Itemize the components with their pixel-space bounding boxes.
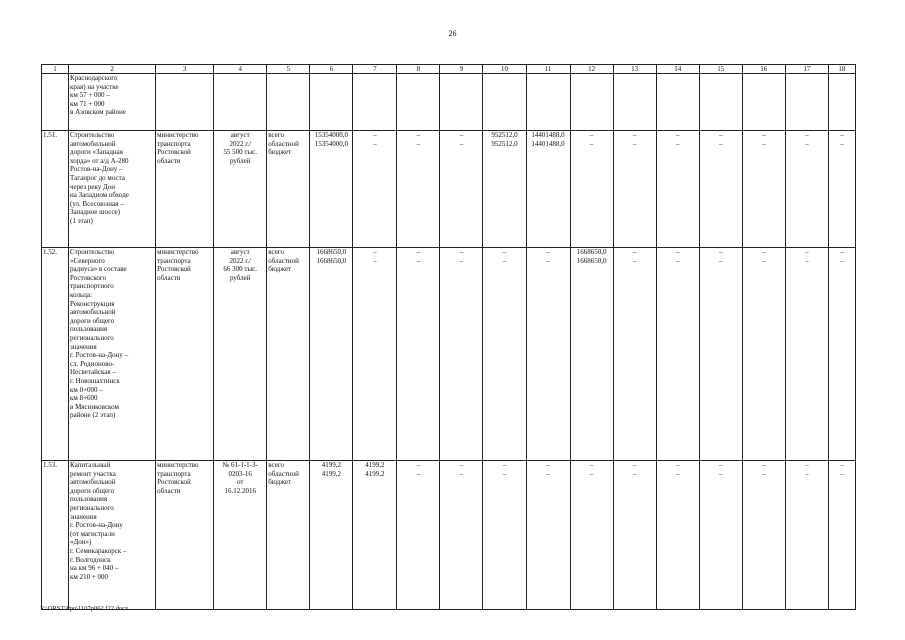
funding-source-cell [267,461,310,610]
column-number-cell: 3 [156,65,214,74]
amount-cell [570,248,613,461]
text-line: 2022 г./ [229,256,251,265]
amount-value: 14401488,0 [531,131,565,139]
amount-value: – [718,461,723,469]
amount-value: – [805,461,809,469]
text-line: областной [268,256,299,265]
amount-value: – [459,461,464,469]
amount-value: – [805,248,809,256]
amount-value: – [546,248,550,256]
text-line: пользования [70,495,108,504]
table-row [42,461,856,610]
table-cell [397,74,440,131]
amount-value: – [632,469,637,478]
text-line: регионального [70,333,114,342]
amount-cell [828,461,855,610]
executor-cell [156,248,214,461]
amount-value: – [502,256,507,265]
amount-value: – [632,256,637,265]
text-line: транспорта [157,469,191,478]
text-line: бюджет [268,148,292,157]
column-number-cell: 8 [397,65,440,74]
text-line: автомобильной [70,139,116,148]
amount-value: – [416,248,421,256]
amount-cell [483,131,526,248]
text-line: пользования [70,325,108,334]
amount-cell [353,248,397,461]
amount-value: – [546,469,550,478]
table-cell [42,74,69,131]
text-line: август [230,131,250,139]
amount-cell [699,131,742,248]
row-number-cell: 1.52. [42,248,69,461]
text-line: области [157,486,181,495]
amount-value: – [675,461,680,469]
text-line: «Северного [70,256,105,265]
amount-value: – [840,248,844,256]
text-line: км 8+600 [70,394,98,403]
executor-cell [156,461,214,610]
text-line: км 0+000 – [70,385,103,394]
amount-value: – [805,131,809,139]
column-number-cell: 16 [742,65,785,74]
row-number-cell: 1.53. [42,461,69,610]
amount-value: – [502,469,507,478]
column-number-cell: 7 [353,65,397,74]
text-line: значения [70,342,97,351]
column-number-cell: 6 [310,65,353,74]
amount-value: – [459,256,464,265]
text-line: сл. Родионово- [70,359,115,368]
amount-value: – [459,131,464,139]
column-number-cell: 11 [526,65,570,74]
text-line: всего [268,248,285,256]
text-line: Ростовской [157,478,191,487]
amount-value: – [632,248,637,256]
amount-value: – [589,461,594,469]
amount-value: – [805,256,809,265]
column-number-cell: 12 [570,65,613,74]
amount-value: – [373,139,377,148]
amount-value: – [373,256,377,265]
amount-value: – [459,248,464,256]
amount-value: – [502,461,507,469]
amount-cell [526,461,570,610]
text-line: г. Семикаракорск – [70,546,127,555]
basis-cell [214,248,267,461]
funding-source-cell [267,248,310,461]
text-line: км 57 + 000 – [70,91,110,100]
executor-cell [156,131,214,248]
amount-cell [742,131,785,248]
text-line: районе (2 этап) [70,411,116,420]
column-number-cell: 18 [828,65,855,74]
amount-value: 15354000,0 [314,139,348,148]
text-line: Ростовской [157,148,191,157]
amount-value: – [675,131,680,139]
amount-cell [397,248,440,461]
table-cell [742,74,785,131]
amount-cell [440,248,483,461]
amount-cell [828,131,855,248]
amount-cell [699,461,742,610]
amount-value: – [762,461,766,469]
amount-value: – [675,248,680,256]
text-line: области [157,273,181,282]
text-line: области [157,156,181,165]
page-number: 26 [448,29,457,38]
amount-cell [570,131,613,248]
column-number-cell: 4 [214,65,267,74]
amount-cell [656,131,699,248]
amount-cell [440,131,483,248]
text-line: министерство [157,461,199,469]
amount-value: – [373,131,377,139]
table-cell [613,74,656,131]
amount-cell [742,248,785,461]
amount-value: – [589,139,594,148]
text-line: км 71 + 000 [70,99,105,108]
amount-cell [353,461,397,610]
text-line: 16.12.2016 [224,486,256,495]
program-table [41,64,856,610]
text-line: министерство [157,131,199,139]
amount-value: – [675,469,680,478]
amount-cell [613,461,656,610]
column-number-cell: 1 [42,65,69,74]
amount-value: – [459,469,464,478]
text-line: областной [268,469,299,478]
amount-value: – [805,469,809,478]
text-line: «Дон») [70,538,92,547]
amount-cell [483,461,526,610]
amount-cell [310,461,353,610]
text-line: Строительство [70,131,115,139]
text-line: министерство [157,248,199,256]
text-line: областной [268,139,299,148]
amount-value: – [762,139,766,148]
text-line: (от магистрали [70,529,115,538]
object-name-cell [69,74,156,131]
table-cell [526,74,570,131]
text-line: Краснодарского [70,74,118,82]
amount-value: – [416,131,421,139]
amount-cell [656,248,699,461]
amount-value: – [718,256,723,265]
table-cell [699,74,742,131]
text-line: в Азовском районе [70,108,127,117]
object-name-cell [69,248,156,461]
object-name-cell [69,131,156,248]
text-line: Ростов-на-Дону – [70,165,123,174]
amount-value: – [840,469,844,478]
text-line: всего [268,461,285,469]
text-line: автомобильной [70,308,116,317]
text-line: бюджет [268,478,292,487]
column-number-cell: 5 [267,65,310,74]
amount-value: – [840,461,844,469]
text-line: г. Ростов-на-Дону – [70,351,129,360]
amount-cell [613,248,656,461]
amount-value: – [589,469,594,478]
amount-cell [483,248,526,461]
text-line: (1 этап) [70,216,93,225]
text-line: Капитальный [70,461,111,469]
table-row [42,131,856,248]
amount-value: – [632,139,637,148]
column-number-cell: 13 [613,65,656,74]
table-cell [483,74,526,131]
amount-value: 4199,2 [321,469,341,478]
text-line: транспорта [157,256,191,265]
amount-cell [310,248,353,461]
amount-value: – [416,139,421,148]
row-number-cell: 1.51. [42,131,69,248]
text-line: хорда» от а/д А-280 [70,156,129,165]
header-row [42,65,856,74]
text-line: км 210 + 000 [70,572,109,581]
text-line: дороги общего [70,316,115,325]
table-cell [353,74,397,131]
amount-cell [613,131,656,248]
basis-cell [214,461,267,610]
amount-cell [785,248,828,461]
text-line: август [230,248,250,256]
amount-cell [785,461,828,610]
text-line: в Мясниковском [70,402,119,411]
text-line: радиуса» в составе [70,265,127,274]
amount-value: – [762,256,766,265]
text-line: Ростовской [157,265,191,274]
amount-value: – [632,461,637,469]
column-number-cell: 2 [69,65,156,74]
amount-value: 14401488,0 [531,139,565,148]
table-cell [310,74,353,131]
amount-value: – [632,131,637,139]
text-line: Западное шоссе) [70,208,120,217]
table-cell [214,74,267,131]
text-line: бюджет [268,265,292,274]
column-number-cell: 10 [483,65,526,74]
text-line: на км 96 + 040 – [70,564,119,573]
amount-cell [353,131,397,248]
amount-cell [828,248,855,461]
amount-value: – [762,469,766,478]
amount-value: – [840,139,844,148]
amount-value: – [805,139,809,148]
amount-value: – [718,469,723,478]
text-line: № 61-1-1-3- [222,461,258,469]
amount-value: – [718,139,723,148]
table-cell [570,74,613,131]
text-line: транспорта [157,139,191,148]
basis-cell [214,131,267,248]
amount-value: 1668650,0 [316,248,347,256]
text-line: г. Волгодонск [70,555,111,564]
amount-cell [656,461,699,610]
text-line: дороги «Западная [70,148,123,157]
amount-cell [397,131,440,248]
text-line: Строительство [70,248,115,256]
amount-value: 1668650,0 [576,248,607,256]
amount-value: – [546,461,550,469]
table-cell [785,74,828,131]
amount-value: – [840,256,844,265]
text-line: 55 500 тыс. [223,148,258,157]
text-line: 0203-16 [228,469,252,478]
text-line: кольца: [70,290,92,299]
amount-value: – [546,256,550,265]
text-line: Таганрог до моста [70,173,125,182]
amount-value: 1668650,0 [316,256,347,265]
text-line: автомобильной [70,478,116,487]
amount-value: – [373,248,377,256]
amount-value: – [459,139,464,148]
amount-cell [440,461,483,610]
file-path-footer: Y:\ORST\Ppo\1107p062.f22.docx [40,605,129,612]
amount-value: 4199,2 [321,461,341,469]
amount-value: – [416,256,421,265]
amount-value: – [762,248,766,256]
amount-value: 952512,0 [491,131,518,139]
column-number-cell: 14 [656,65,699,74]
amount-value: – [589,131,594,139]
amount-cell [570,461,613,610]
continuation-row [42,74,856,131]
column-number-cell: 15 [699,65,742,74]
amount-cell [699,248,742,461]
text-line: Несветайская – [70,368,116,377]
text-line: Ростовского [70,273,107,282]
text-line: рублей [229,156,251,165]
text-line: всего [268,131,285,139]
column-number-cell: 9 [440,65,483,74]
amount-value: – [416,469,421,478]
amount-value: 952512,0 [491,139,518,148]
text-line: Реконструкция [70,299,115,308]
text-line: на Западном обходе [70,191,129,200]
text-line: 66 300 тыс. [223,265,258,274]
object-name-cell [69,461,156,610]
amount-value: 4199,2 [365,469,385,478]
amount-value: 4199,2 [365,461,385,469]
text-line: регионального [70,503,114,512]
text-line: дороги общего [70,486,115,495]
text-line: г. Ростов-на-Дону [70,521,123,530]
text-line: значения [70,512,97,521]
table-cell [267,74,310,131]
amount-value: – [718,131,723,139]
table-cell [828,74,855,131]
text-line: рублей [229,273,251,282]
table-cell [656,74,699,131]
text-line: г. Новошахтинск [70,376,120,385]
table-row [42,248,856,461]
amount-value: – [416,461,421,469]
column-number-cell: 17 [785,65,828,74]
text-line: от [236,478,244,487]
amount-cell [742,461,785,610]
text-line: ремонт участка [70,469,116,478]
amount-value: 15354000,0 [314,131,348,139]
amount-value: – [675,139,680,148]
table-cell [156,74,214,131]
text-line: (ул. Всесоюзная – [70,199,124,208]
amount-value: – [502,248,507,256]
amount-cell [785,131,828,248]
amount-cell [526,131,570,248]
funding-source-cell [267,131,310,248]
amount-cell [310,131,353,248]
amount-value: – [762,131,766,139]
amount-value: 1668650,0 [576,256,607,265]
text-line: транспортного [70,282,114,291]
amount-cell [397,461,440,610]
amount-value: – [718,248,723,256]
table-cell [440,74,483,131]
text-line: 2022 г./ [229,139,251,148]
amount-value: – [840,131,844,139]
text-line: через реку Дон [70,182,116,191]
text-line: края) на участке [70,82,119,91]
amount-cell [526,248,570,461]
amount-value: – [675,256,680,265]
